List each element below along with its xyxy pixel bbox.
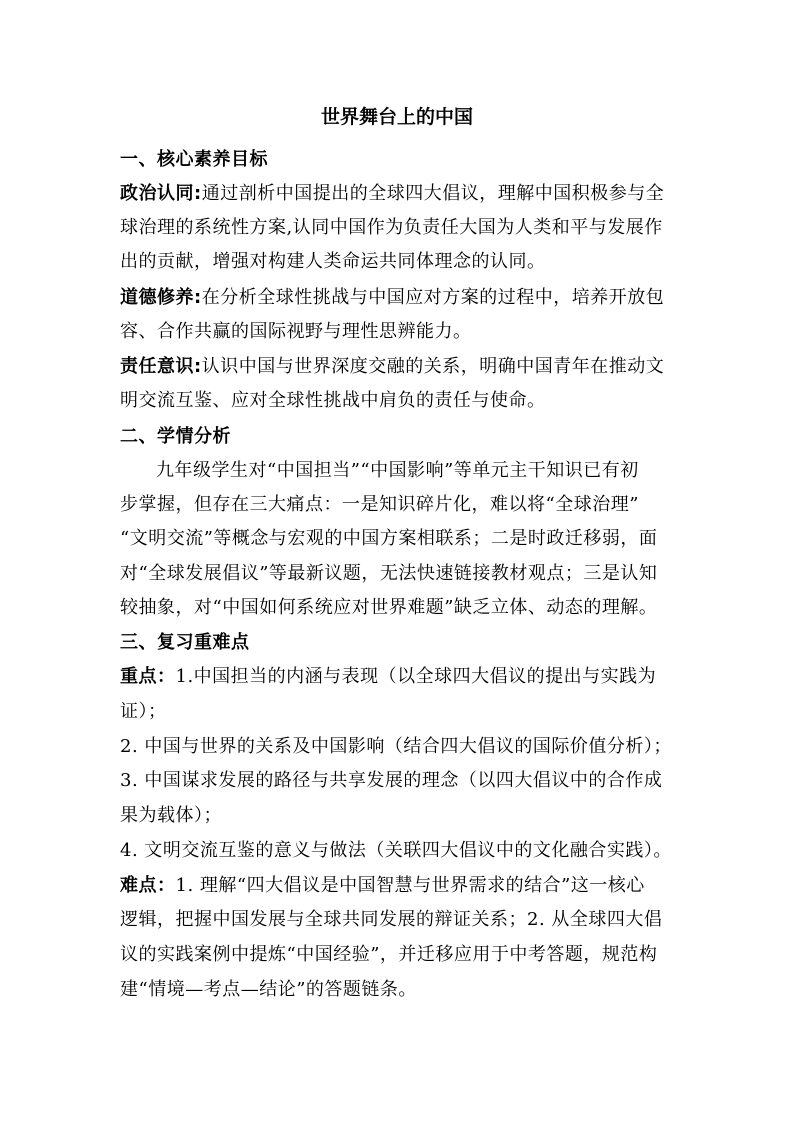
key-line-5: 果为载体）； xyxy=(120,805,222,826)
document-title: 世界舞台上的中国 xyxy=(320,106,473,128)
moral-line-2: 容、合作共赢的国际视野与理性思辨能力。 xyxy=(120,321,472,342)
political-line-3: 出的贡献，增强对构建人类命运共同体理念的认同。 xyxy=(120,251,546,272)
responsibility-line-1 xyxy=(120,354,680,380)
key-line-1 xyxy=(120,664,680,690)
responsibility-label: 责任意识: xyxy=(120,356,202,377)
difficult-line-2: 逻辑，把握中国发展与全球共同发展的辩证关系；2. 从全球四大倡 xyxy=(120,909,663,930)
political-line-1 xyxy=(120,181,680,207)
difficult-text-1: 1. 理解“四大倡议是中国智慧与世界需求的结合”这一核心 xyxy=(175,875,645,896)
key-line-3: 2. 中国与世界的关系及中国影响（结合四大倡议的国际价值分析）； xyxy=(120,736,672,757)
key-line-6: 4. 文明交流互鉴的意义与做法（关联四大倡议中的文化融合实践）。 xyxy=(120,840,672,861)
key-line-4: 3. 中国谋求发展的路径与共享发展的理念（以四大倡议中的合作成 xyxy=(120,770,663,791)
analysis-line-4: 对“全球发展倡议”等最新议题，无法快速链接教材观点；三是认知 xyxy=(120,563,658,584)
key-text-1: 1.中国担当的内涵与表现（以全球四大倡议的提出与实践为 xyxy=(175,666,657,687)
political-line-2: 球治理的系统性方案,认同中国作为负责任大国为人类和平与发展作 xyxy=(120,217,663,238)
section-heading-goals: 一、核心素养目标 xyxy=(120,149,268,170)
moral-label: 道德修养: xyxy=(120,287,202,308)
section-heading-analysis: 二、学情分析 xyxy=(120,426,231,447)
difficult-line-3: 议的实践案例中提炼“中国经验”，并迁移应用于中考答题，规范构 xyxy=(120,944,658,965)
moral-line-1 xyxy=(120,285,680,311)
political-text-1: 通过剖析中国提出的全球四大倡议，理解中国积极参与全 xyxy=(201,183,665,204)
key-label: 重点： xyxy=(120,666,176,687)
difficult-line-4: 建“情境—考点—结论”的答题链条。 xyxy=(120,979,417,1000)
analysis-line-3: “文明交流”等概念与宏观的中国方案相联系；二是时政迁移弱，面 xyxy=(120,528,658,549)
difficult-label: 难点： xyxy=(120,875,176,896)
analysis-line-2: 步掌握，但存在三大痛点：一是知识碎片化，难以将“全球治理” xyxy=(120,494,639,515)
political-label: 政治认同: xyxy=(120,183,202,204)
key-line-2: 证）； xyxy=(120,701,167,722)
section-heading-key-points: 三、复习重难点 xyxy=(120,632,250,653)
responsibility-text-1: 认识中国与世界深度交融的关系，明确中国青年在推动文 xyxy=(201,356,665,377)
moral-text-1: 在分析全球性挑战与中国应对方案的过程中，培养开放包 xyxy=(201,287,665,308)
difficult-line-1 xyxy=(120,873,680,899)
responsibility-line-2: 明交流互鉴、应对全球性挑战中肩负的责任与使命。 xyxy=(120,390,546,411)
analysis-line-5: 较抽象，对“中国如何系统应对世界难题”缺乏立体、动态的理解。 xyxy=(120,597,658,618)
analysis-line-1: 九年级学生对“中国担当”“中国影响”等单元主干知识已有初 xyxy=(156,460,639,481)
